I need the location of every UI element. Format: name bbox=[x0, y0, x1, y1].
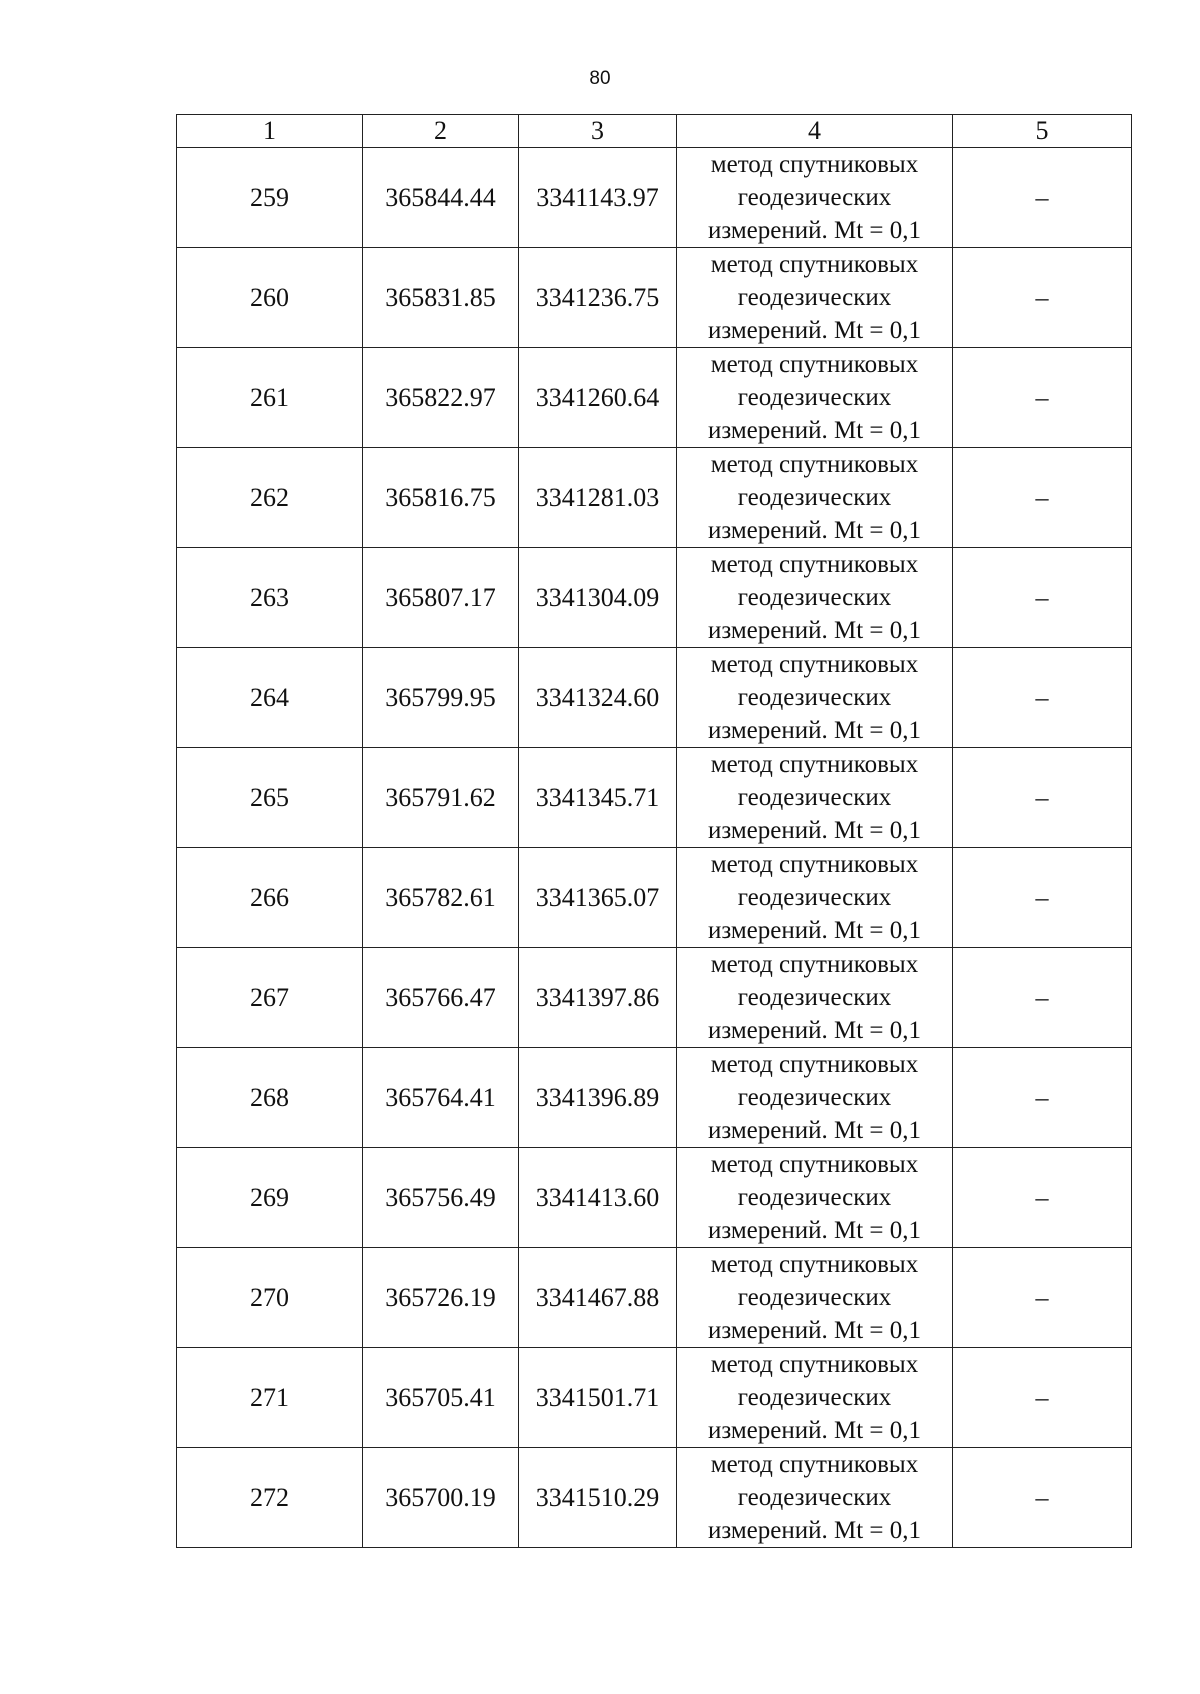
method-cell bbox=[677, 448, 953, 548]
method-line: измерений. Mt = 0,1 bbox=[707, 1417, 922, 1444]
y-coordinate-cell: 3341501.71 bbox=[519, 1348, 677, 1448]
point-number-cell: 262 bbox=[177, 448, 363, 548]
x-coordinate-cell: 365799.95 bbox=[363, 648, 519, 748]
note-cell: – bbox=[953, 1048, 1132, 1148]
method-line: измерений. Mt = 0,1 bbox=[707, 1317, 922, 1344]
table-row bbox=[177, 148, 1132, 248]
y-coordinate-cell: 3341304.09 bbox=[519, 548, 677, 648]
point-number-cell: 272 bbox=[177, 1448, 363, 1548]
header-col-1: 1 bbox=[177, 115, 363, 148]
table-row bbox=[177, 848, 1132, 948]
method-line: геодезических bbox=[737, 684, 892, 711]
method-line: измерений. Mt = 0,1 bbox=[707, 717, 922, 744]
point-number-cell: 266 bbox=[177, 848, 363, 948]
note-cell: – bbox=[953, 248, 1132, 348]
method-line: геодезических bbox=[737, 384, 892, 411]
y-coordinate-cell: 3341397.86 bbox=[519, 948, 677, 1048]
method-cell bbox=[677, 1348, 953, 1448]
point-number-cell: 259 bbox=[177, 148, 363, 248]
method-cell bbox=[677, 948, 953, 1048]
point-number-cell: 268 bbox=[177, 1048, 363, 1148]
note-cell: – bbox=[953, 448, 1132, 548]
method-line: метод спутниковых bbox=[710, 351, 919, 378]
y-coordinate-cell: 3341396.89 bbox=[519, 1048, 677, 1148]
header-col-3: 3 bbox=[519, 115, 677, 148]
y-coordinate-cell: 3341143.97 bbox=[519, 148, 677, 248]
method-line: метод спутниковых bbox=[710, 751, 919, 778]
x-coordinate-cell: 365844.44 bbox=[363, 148, 519, 248]
method-line: геодезических bbox=[737, 584, 892, 611]
point-number-cell: 263 bbox=[177, 548, 363, 648]
y-coordinate-cell: 3341260.64 bbox=[519, 348, 677, 448]
method-cell bbox=[677, 348, 953, 448]
table-row bbox=[177, 1248, 1132, 1348]
note-cell: – bbox=[953, 1448, 1132, 1548]
method-line: геодезических bbox=[737, 784, 892, 811]
method-line: геодезических bbox=[737, 1384, 892, 1411]
x-coordinate-cell: 365705.41 bbox=[363, 1348, 519, 1448]
table-row bbox=[177, 1148, 1132, 1248]
note-cell: – bbox=[953, 948, 1132, 1048]
method-line: измерений. Mt = 0,1 bbox=[707, 1017, 922, 1044]
table-row bbox=[177, 348, 1132, 448]
note-cell: – bbox=[953, 548, 1132, 648]
y-coordinate-cell: 3341324.60 bbox=[519, 648, 677, 748]
x-coordinate-cell: 365816.75 bbox=[363, 448, 519, 548]
method-line: метод спутниковых bbox=[710, 451, 919, 478]
method-line: измерений. Mt = 0,1 bbox=[707, 217, 922, 244]
method-line: геодезических bbox=[737, 1084, 892, 1111]
table-row bbox=[177, 248, 1132, 348]
x-coordinate-cell: 365766.47 bbox=[363, 948, 519, 1048]
method-line: измерений. Mt = 0,1 bbox=[707, 1517, 922, 1544]
header-col-5: 5 bbox=[953, 115, 1132, 148]
method-line: метод спутниковых bbox=[710, 1151, 919, 1178]
method-line: измерений. Mt = 0,1 bbox=[707, 817, 922, 844]
method-line: геодезических bbox=[737, 484, 892, 511]
method-line: метод спутниковых bbox=[710, 1351, 919, 1378]
method-cell bbox=[677, 148, 953, 248]
note-cell: – bbox=[953, 1148, 1132, 1248]
x-coordinate-cell: 365782.61 bbox=[363, 848, 519, 948]
method-line: метод спутниковых bbox=[710, 251, 919, 278]
x-coordinate-cell: 365822.97 bbox=[363, 348, 519, 448]
method-line: измерений. Mt = 0,1 bbox=[707, 917, 922, 944]
y-coordinate-cell: 3341365.07 bbox=[519, 848, 677, 948]
x-coordinate-cell: 365726.19 bbox=[363, 1248, 519, 1348]
method-cell bbox=[677, 748, 953, 848]
table-row bbox=[177, 1048, 1132, 1148]
table-row bbox=[177, 948, 1132, 1048]
note-cell: – bbox=[953, 1348, 1132, 1448]
method-cell bbox=[677, 1448, 953, 1548]
x-coordinate-cell: 365791.62 bbox=[363, 748, 519, 848]
method-line: метод спутниковых bbox=[710, 151, 919, 178]
y-coordinate-cell: 3341281.03 bbox=[519, 448, 677, 548]
coordinates-table bbox=[176, 114, 1132, 1548]
x-coordinate-cell: 365764.41 bbox=[363, 1048, 519, 1148]
table-row bbox=[177, 648, 1132, 748]
point-number-cell: 269 bbox=[177, 1148, 363, 1248]
method-line: метод спутниковых bbox=[710, 1251, 919, 1278]
method-line: геодезических bbox=[737, 284, 892, 311]
method-line: измерений. Mt = 0,1 bbox=[707, 1217, 922, 1244]
method-line: метод спутниковых bbox=[710, 1051, 919, 1078]
method-line: измерений. Mt = 0,1 bbox=[707, 1117, 922, 1144]
table-body bbox=[177, 148, 1132, 1548]
header-col-4: 4 bbox=[677, 115, 953, 148]
y-coordinate-cell: 3341236.75 bbox=[519, 248, 677, 348]
method-cell bbox=[677, 248, 953, 348]
point-number-cell: 267 bbox=[177, 948, 363, 1048]
point-number-cell: 261 bbox=[177, 348, 363, 448]
method-line: метод спутниковых bbox=[710, 651, 919, 678]
method-line: метод спутниковых bbox=[710, 851, 919, 878]
method-line: измерений. Mt = 0,1 bbox=[707, 517, 922, 544]
method-line: метод спутниковых bbox=[710, 1451, 919, 1478]
note-cell: – bbox=[953, 1248, 1132, 1348]
header-col-2: 2 bbox=[363, 115, 519, 148]
method-line: геодезических bbox=[737, 184, 892, 211]
method-cell bbox=[677, 848, 953, 948]
method-line: метод спутниковых bbox=[710, 951, 919, 978]
x-coordinate-cell: 365831.85 bbox=[363, 248, 519, 348]
table-row bbox=[177, 1348, 1132, 1448]
point-number-cell: 260 bbox=[177, 248, 363, 348]
method-line: геодезических bbox=[737, 884, 892, 911]
method-cell bbox=[677, 1148, 953, 1248]
x-coordinate-cell: 365700.19 bbox=[363, 1448, 519, 1548]
point-number-cell: 265 bbox=[177, 748, 363, 848]
y-coordinate-cell: 3341467.88 bbox=[519, 1248, 677, 1348]
table-row bbox=[177, 448, 1132, 548]
y-coordinate-cell: 3341345.71 bbox=[519, 748, 677, 848]
note-cell: – bbox=[953, 348, 1132, 448]
method-line: измерений. Mt = 0,1 bbox=[707, 317, 922, 344]
note-cell: – bbox=[953, 748, 1132, 848]
y-coordinate-cell: 3341413.60 bbox=[519, 1148, 677, 1248]
point-number-cell: 264 bbox=[177, 648, 363, 748]
method-line: геодезических bbox=[737, 1184, 892, 1211]
x-coordinate-cell: 365756.49 bbox=[363, 1148, 519, 1248]
method-cell bbox=[677, 1048, 953, 1148]
y-coordinate-cell: 3341510.29 bbox=[519, 1448, 677, 1548]
method-line: геодезических bbox=[737, 984, 892, 1011]
method-cell bbox=[677, 648, 953, 748]
table-header bbox=[177, 115, 1132, 148]
method-line: измерений. Mt = 0,1 bbox=[707, 617, 922, 644]
method-line: измерений. Mt = 0,1 bbox=[707, 417, 922, 444]
method-line: геодезических bbox=[737, 1284, 892, 1311]
table-row bbox=[177, 1448, 1132, 1548]
table-row bbox=[177, 748, 1132, 848]
header-row bbox=[177, 115, 1132, 148]
method-line: геодезических bbox=[737, 1484, 892, 1511]
note-cell: – bbox=[953, 148, 1132, 248]
method-cell bbox=[677, 1248, 953, 1348]
page-number: 80 bbox=[589, 68, 611, 89]
point-number-cell: 271 bbox=[177, 1348, 363, 1448]
method-cell bbox=[677, 548, 953, 648]
note-cell: – bbox=[953, 648, 1132, 748]
note-cell: – bbox=[953, 848, 1132, 948]
method-line: метод спутниковых bbox=[710, 551, 919, 578]
x-coordinate-cell: 365807.17 bbox=[363, 548, 519, 648]
point-number-cell: 270 bbox=[177, 1248, 363, 1348]
table-row bbox=[177, 548, 1132, 648]
